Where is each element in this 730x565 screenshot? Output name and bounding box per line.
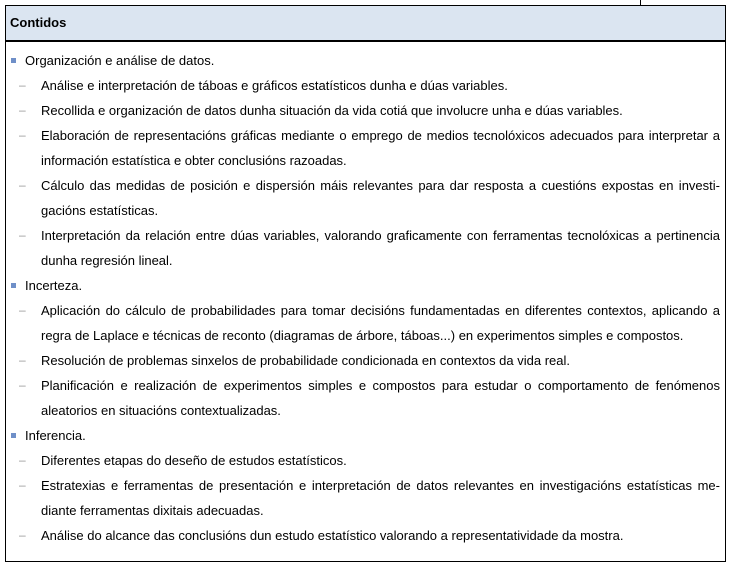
header-title: Contidos xyxy=(10,15,67,30)
square-bullet-icon xyxy=(11,58,16,63)
list-item: – Análise e interpretación de táboas e gráficos estatísticos dunha e dúas variables. xyxy=(6,73,725,98)
list-item: – Estratexias e ferramentas de presentación e interpretación de datos relevantes en investigacións estatísticas mediante ferramentas dixitais adecuadas. xyxy=(6,473,725,523)
list-item: – Análise do alcance das conclusións dun estudo estatístico valorando a representatividade da mostra. xyxy=(6,523,725,548)
table-body xyxy=(6,42,725,548)
dash-icon: – xyxy=(19,103,26,117)
list-item: – Planificación e realización de experimentos simples e compostos para estudar o comportamento de fenómenos aleatorios en situacións contextualizadas. xyxy=(6,373,725,423)
square-bullet-icon xyxy=(11,283,16,288)
square-bullet-icon xyxy=(11,433,16,438)
list-item: – Aplicación do cálculo de probabilidades para tomar decisións fundamentadas en diferentes contextos, aplicando a regra de Laplace e técnicas de reconto (diagramas de árbore, táboas...) en experimentos simples e compostos. xyxy=(6,298,725,348)
section-heading-incerteza: Incerteza. xyxy=(6,273,725,298)
dash-icon: – xyxy=(19,453,26,467)
dash-icon: – xyxy=(19,303,26,317)
contents-table xyxy=(5,5,726,562)
list-item: – Resolución de problemas sinxelos de probabilidade condicionada en contextos da vida real. xyxy=(6,348,725,373)
dash-icon: – xyxy=(19,78,26,92)
dash-icon: – xyxy=(19,128,26,142)
list-item: – Cálculo das medidas de posición e dispersión máis relevantes para dar resposta a cuestións expostas en investigacións estatísticas. xyxy=(6,173,725,223)
dash-icon: – xyxy=(19,178,26,192)
list-item: – Interpretación da relación entre dúas variables, valorando graficamente con ferramentas tecnolóxicas a pertinencia dunha regresión lineal. xyxy=(6,223,725,273)
dash-icon: – xyxy=(19,378,26,392)
list-item: – Elaboración de representacións gráficas mediante o emprego de medios tecnolóxicos adecuados para interpretar a información estatística e obter conclusións razoadas. xyxy=(6,123,725,173)
dash-icon: – xyxy=(19,228,26,242)
dash-icon: – xyxy=(19,528,26,542)
list-item: – Recollida e organización de datos dunha situación da vida cotiá que involucre unha e dúas variables. xyxy=(6,98,725,123)
section-heading-organizacion: Organización e análise de datos. xyxy=(6,48,725,73)
dash-icon: – xyxy=(19,353,26,367)
section-heading-inferencia: Inferencia. xyxy=(6,423,725,448)
dash-icon: – xyxy=(19,478,26,492)
table-header xyxy=(6,5,725,42)
list-item: – Diferentes etapas do deseño de estudos estatísticos. xyxy=(6,448,725,473)
